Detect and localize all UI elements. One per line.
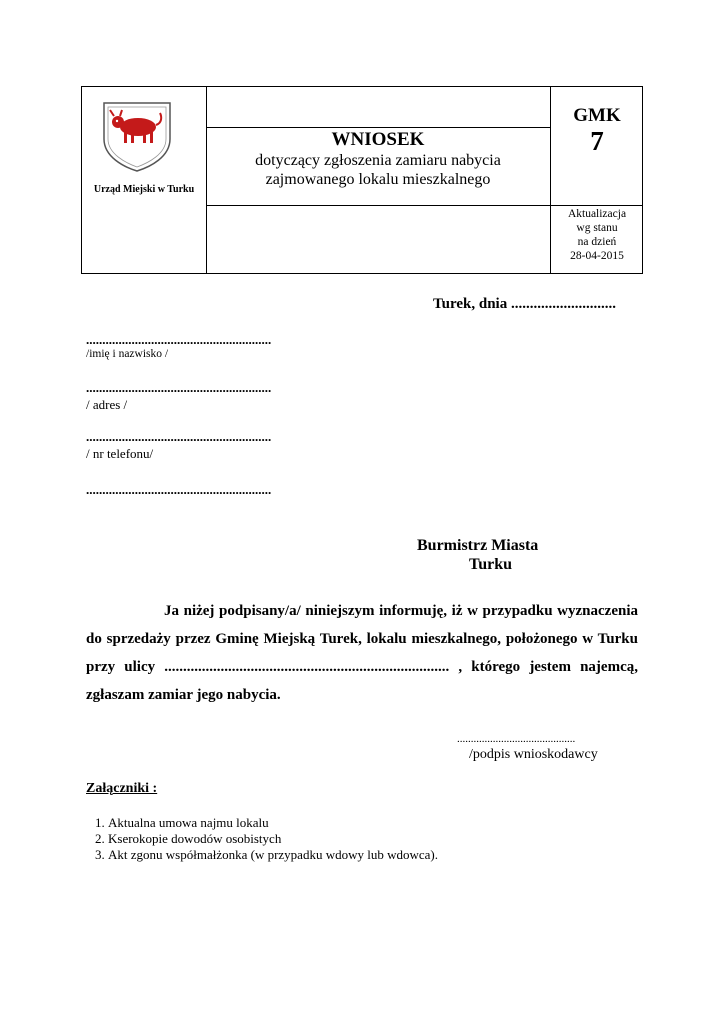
title-cell [206, 87, 551, 273]
update-info [551, 207, 643, 263]
header-table [81, 86, 643, 274]
signature-label: /podpis wnioskodawcy [469, 747, 598, 762]
name-field-label: /imię i nazwisko / [86, 348, 169, 360]
title-cell-top [206, 87, 550, 128]
update-on-day: na dzień [577, 236, 617, 248]
addressee-line1: Burmistrz Miasta [417, 537, 539, 554]
form-subtitle-line2: zajmowanego lokalu mieszkalnego [265, 171, 491, 188]
office-cell [82, 87, 207, 273]
attachment-item: 3. Akt zgonu współmałżonka (w przypadku wdowy lub wdowca). [108, 847, 626, 863]
office-name: Urząd Miejski w Turku [93, 184, 195, 195]
address-field-dots: ......................................................... [86, 380, 272, 395]
attachments-list [86, 815, 626, 863]
address-field-label: / adres / [86, 397, 128, 412]
place-date: Turek, dnia ............................ [433, 296, 616, 312]
phone-field-label: / nr telefonu/ [86, 446, 154, 461]
extra-field-dots: ......................................................... [86, 482, 272, 497]
phone-field-dots: ......................................................... [86, 429, 272, 444]
form-number: 7 [590, 126, 604, 156]
form-code: GMK [573, 105, 621, 126]
body-paragraph: Ja niżej podpisany/a/ niniejszym informuję, iż w przypadku wyznaczenia do sprzedaży przez Gminę Miejską Turek, lokalu mieszkalnego, położonego w Turku przy ulicy ............................................................................ , którego jestem najemcą, zgłaszam zamiar jego nabycia. [86, 603, 638, 703]
attachments-heading: Załączniki : [86, 781, 158, 796]
signature-dots: ........................................... [457, 733, 576, 745]
attachment-item: 2. Kserokopie dowodów osobistych [108, 831, 626, 847]
form-subtitle-line1: dotyczący zgłoszenia zamiaru nabycia [255, 152, 501, 169]
name-field-dots: ......................................................... [86, 332, 272, 347]
coat-of-arms-icon [100, 99, 174, 173]
attachment-item: 1. Aktualna umowa najmu lokalu [108, 815, 626, 831]
title-block [206, 127, 550, 206]
update-state: wg stanu [576, 222, 618, 234]
code-cell [551, 87, 643, 273]
addressee-line2: Turku [469, 556, 512, 573]
update-date: 28-04-2015 [570, 250, 624, 262]
form-title: WNIOSEK [331, 129, 425, 150]
form-code-block [551, 87, 643, 206]
update-label: Aktualizacja [567, 208, 627, 220]
